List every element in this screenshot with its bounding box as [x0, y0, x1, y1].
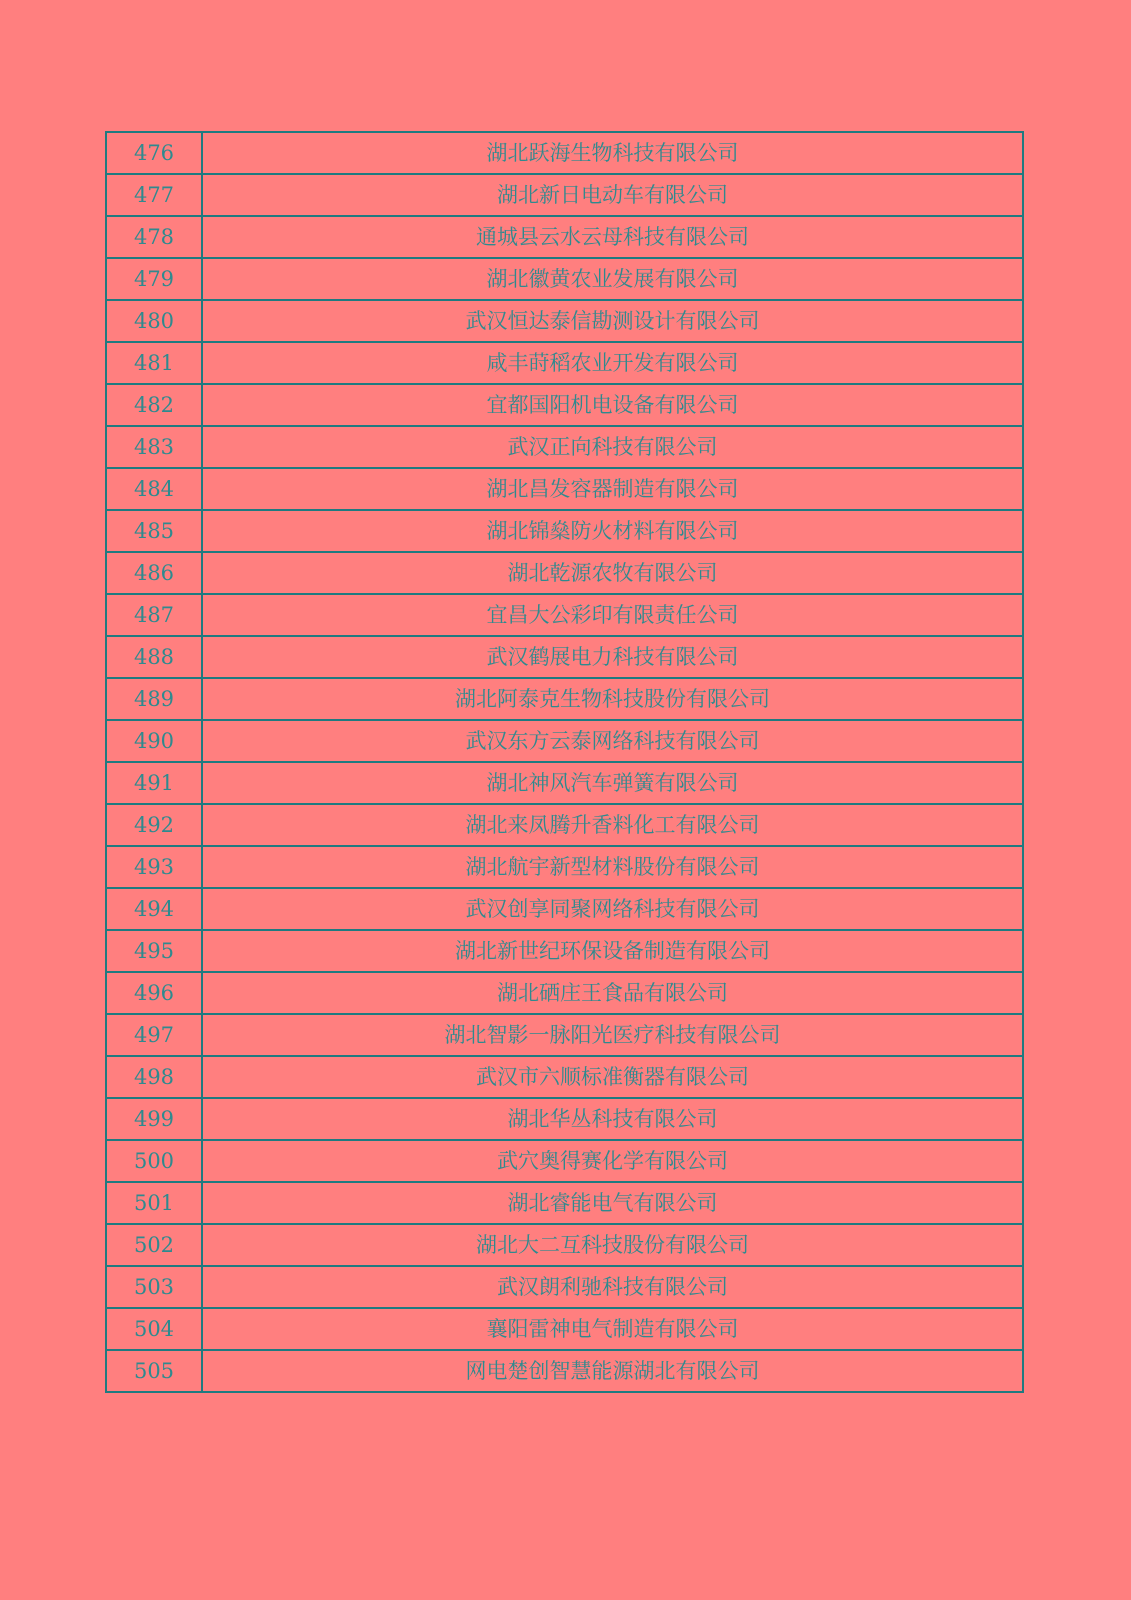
row-number-cell: 476	[106, 132, 202, 174]
company-name-cell: 网电楚创智慧能源湖北有限公司	[202, 1350, 1023, 1392]
row-number-cell: 498	[106, 1056, 202, 1098]
table-row	[106, 762, 1023, 804]
company-name-cell: 武汉正向科技有限公司	[202, 426, 1023, 468]
table-row	[106, 888, 1023, 930]
company-name-cell: 湖北来凤腾升香料化工有限公司	[202, 804, 1023, 846]
row-number-cell: 505	[106, 1350, 202, 1392]
company-name-cell: 宜昌大公彩印有限责任公司	[202, 594, 1023, 636]
row-number-cell: 499	[106, 1098, 202, 1140]
row-number-cell: 484	[106, 468, 202, 510]
table-row	[106, 1308, 1023, 1350]
row-number-cell: 495	[106, 930, 202, 972]
table-row	[106, 678, 1023, 720]
company-name-cell: 武汉市六顺标准衡器有限公司	[202, 1056, 1023, 1098]
table-row	[106, 1224, 1023, 1266]
table-row	[106, 552, 1023, 594]
row-number-cell: 478	[106, 216, 202, 258]
table-row	[106, 636, 1023, 678]
company-name-cell: 武汉鹤展电力科技有限公司	[202, 636, 1023, 678]
row-number-cell: 497	[106, 1014, 202, 1056]
table-body	[106, 132, 1023, 1392]
table-row	[106, 930, 1023, 972]
company-name-cell: 湖北新世纪环保设备制造有限公司	[202, 930, 1023, 972]
table-row	[106, 510, 1023, 552]
company-name-cell: 武汉创享同聚网络科技有限公司	[202, 888, 1023, 930]
row-number-cell: 489	[106, 678, 202, 720]
row-number-cell: 500	[106, 1140, 202, 1182]
table-row	[106, 594, 1023, 636]
company-name-cell: 湖北大二互科技股份有限公司	[202, 1224, 1023, 1266]
table-row	[106, 216, 1023, 258]
row-number-cell: 485	[106, 510, 202, 552]
company-name-cell: 湖北昌发容器制造有限公司	[202, 468, 1023, 510]
table-row	[106, 258, 1023, 300]
company-list-table	[105, 131, 1024, 1393]
company-name-cell: 湖北华丛科技有限公司	[202, 1098, 1023, 1140]
table-row	[106, 426, 1023, 468]
row-number-cell: 491	[106, 762, 202, 804]
table-row	[106, 1266, 1023, 1308]
company-name-cell: 宜都国阳机电设备有限公司	[202, 384, 1023, 426]
row-number-cell: 493	[106, 846, 202, 888]
row-number-cell: 482	[106, 384, 202, 426]
company-name-cell: 湖北徽黄农业发展有限公司	[202, 258, 1023, 300]
row-number-cell: 479	[106, 258, 202, 300]
table-row	[106, 300, 1023, 342]
table-row	[106, 1182, 1023, 1224]
table-row	[106, 468, 1023, 510]
company-name-cell: 武汉恒达泰信勘测设计有限公司	[202, 300, 1023, 342]
table-row	[106, 174, 1023, 216]
table-row	[106, 384, 1023, 426]
table-row	[106, 972, 1023, 1014]
row-number-cell: 492	[106, 804, 202, 846]
table-row	[106, 1140, 1023, 1182]
row-number-cell: 504	[106, 1308, 202, 1350]
company-name-cell: 湖北阿泰克生物科技股份有限公司	[202, 678, 1023, 720]
row-number-cell: 488	[106, 636, 202, 678]
table-row	[106, 720, 1023, 762]
table-row	[106, 1350, 1023, 1392]
row-number-cell: 501	[106, 1182, 202, 1224]
company-name-cell: 湖北神风汽车弹簧有限公司	[202, 762, 1023, 804]
company-name-cell: 湖北锦燊防火材料有限公司	[202, 510, 1023, 552]
table-row	[106, 1056, 1023, 1098]
row-number-cell: 502	[106, 1224, 202, 1266]
company-name-cell: 湖北跃海生物科技有限公司	[202, 132, 1023, 174]
company-name-cell: 湖北硒庄王食品有限公司	[202, 972, 1023, 1014]
table-row	[106, 132, 1023, 174]
company-name-cell: 湖北睿能电气有限公司	[202, 1182, 1023, 1224]
company-name-cell: 咸丰莳稻农业开发有限公司	[202, 342, 1023, 384]
row-number-cell: 481	[106, 342, 202, 384]
table-row	[106, 1098, 1023, 1140]
company-name-cell: 武汉朗利驰科技有限公司	[202, 1266, 1023, 1308]
row-number-cell: 494	[106, 888, 202, 930]
company-name-cell: 武穴奥得赛化学有限公司	[202, 1140, 1023, 1182]
row-number-cell: 480	[106, 300, 202, 342]
company-name-cell: 襄阳雷神电气制造有限公司	[202, 1308, 1023, 1350]
table-row	[106, 342, 1023, 384]
company-name-cell: 通城县云水云母科技有限公司	[202, 216, 1023, 258]
company-name-cell: 湖北智影一脉阳光医疗科技有限公司	[202, 1014, 1023, 1056]
row-number-cell: 496	[106, 972, 202, 1014]
table-row	[106, 804, 1023, 846]
company-name-cell: 湖北航宇新型材料股份有限公司	[202, 846, 1023, 888]
table-row	[106, 1014, 1023, 1056]
row-number-cell: 483	[106, 426, 202, 468]
row-number-cell: 477	[106, 174, 202, 216]
row-number-cell: 490	[106, 720, 202, 762]
company-name-cell: 湖北新日电动车有限公司	[202, 174, 1023, 216]
row-number-cell: 503	[106, 1266, 202, 1308]
table-row	[106, 846, 1023, 888]
row-number-cell: 487	[106, 594, 202, 636]
company-name-cell: 湖北乾源农牧有限公司	[202, 552, 1023, 594]
row-number-cell: 486	[106, 552, 202, 594]
company-name-cell: 武汉东方云泰网络科技有限公司	[202, 720, 1023, 762]
